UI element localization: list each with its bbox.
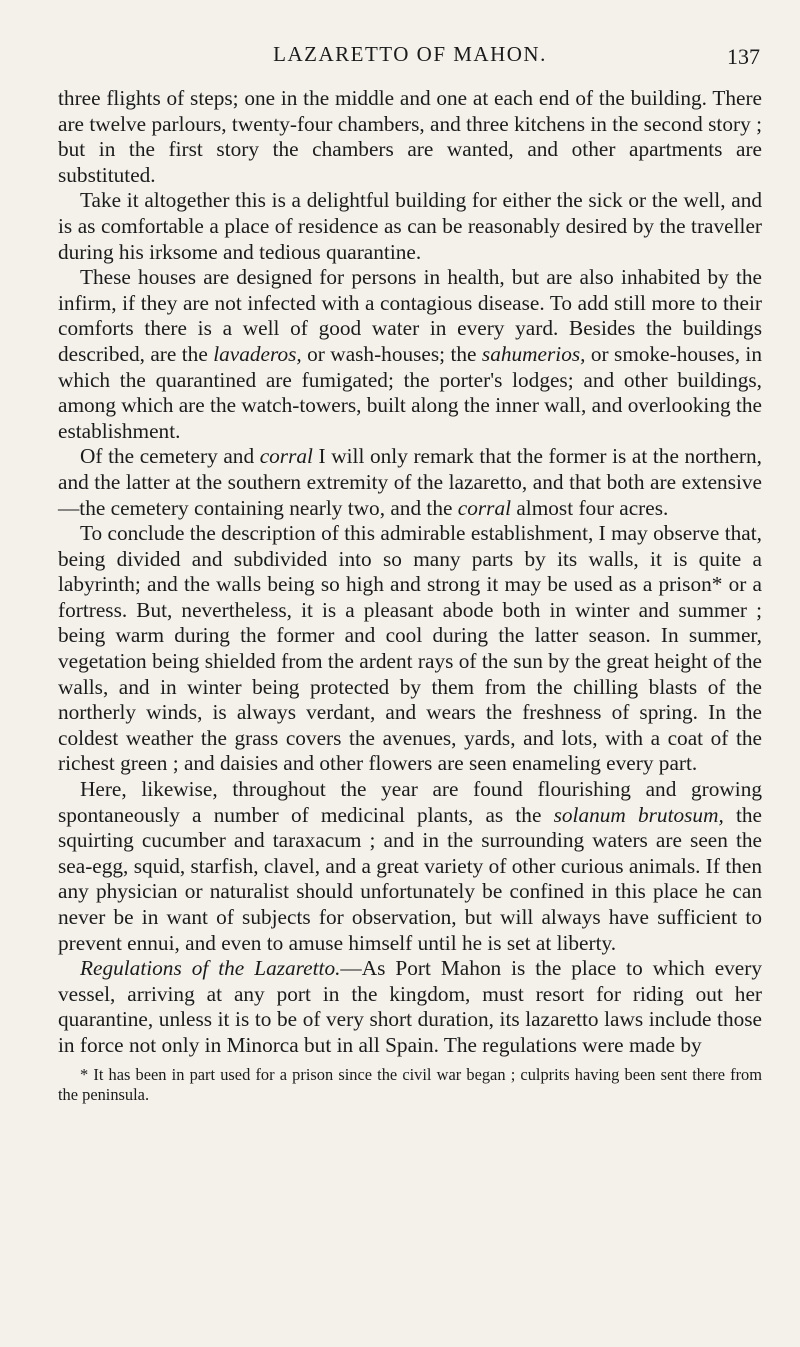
page-number: 137	[727, 44, 760, 69]
paragraph-text: or wash-houses; the	[301, 341, 482, 366]
paragraph-text: To conclude the description of this admirable establishment, I may observe that, being divided and subdivided into so many parts by its walls, it is quite a labyrinth; and the walls being so high and strong it may be used as a prison* or a fortress. But, nevertheless, it is a pleasant abode both in winter and summer ; being warm during the former and cool during the latter season. In summer, vegetation being shielded from the ardent rays of the sun by the great height of the walls, and in winter being protected by them from the chilling blasts of the northerly winds, is always verdant, and wears the freshness of spring. In the coldest weather the grass covers the avenues, yards, and lots, with a coat of the richest green ; and daisies and other flowers are seen enameling every part.	[58, 521, 762, 776]
paragraph-text: These houses are designed for persons in health, but are also inhabited by the infirm, if they are not infected with a contagious disease. To add still more to their comforts there is a well of good water in every yard. Besides the buildings described, are the	[58, 265, 762, 366]
paragraph-building	[58, 86, 762, 188]
paragraph-text: Here, likewise, throughout the year are found flourishing and growing spontaneously a number of medicinal plants, as the	[58, 777, 762, 827]
paragraph-plants	[58, 777, 762, 956]
italic-term: solanum brutosum,	[553, 802, 724, 827]
paragraph-text: three flights of steps; one in the middle and one at each end of the building. There are twelve parlours, twenty-four chambers, and three kitchens in the second story ; but in the first story the chambers are wanted, and other apartments are substituted.	[58, 86, 762, 187]
italic-term: lavaderos,	[213, 341, 302, 366]
paragraph-text: almost four acres.	[511, 495, 669, 520]
paragraph-houses	[58, 265, 762, 444]
paragraph-text: Take it altogether this is a delightful building for either the sick or the well, and is as comfortable a place of residence as can be reasonably desired by the traveller during his irksome and tedious quarantine.	[58, 188, 762, 264]
paragraph-text: or smoke-houses, in which the quarantined are fumigated; the porter's lodges; and other buildings, among which are the watch-towers, built along the inner wall, and overlooking the establishment.	[58, 341, 763, 443]
paragraph-cemetery	[58, 444, 762, 521]
running-title: LAZARETTO OF MAHON.	[273, 42, 547, 66]
paragraph-text: I will only remark that the former is at the northern, and the latter at the southern extremity of the lazaretto, and that both are extensive—the cemetery containing nearly two, and the	[58, 444, 762, 520]
italic-term: corral	[259, 444, 313, 469]
running-head	[58, 34, 762, 82]
paragraph-text: Of the cemetery and	[80, 444, 260, 469]
body-text	[58, 86, 762, 1059]
paragraph-conclusion	[58, 521, 762, 777]
paragraph-regulations	[58, 956, 762, 1058]
italic-term: corral	[457, 495, 512, 520]
paragraph-comfort	[58, 188, 762, 265]
italic-term: sahumerios,	[481, 341, 586, 366]
paragraph-text: —As Port Mahon is the place to which every vessel, arriving at any port in the kingdom, must resort for riding out her quarantine, unless it is to be of very short duration, its lazaretto laws include those in force not only in Minorca but in all Spain. The regulations were made by	[58, 956, 763, 1057]
footnote: * It has been in part used for a prison since the civil war began ; culprits having been sent there from the peninsula.	[58, 1064, 762, 1104]
paragraph-text: the squirting cucumber and taraxacum ; and in the surrounding waters are seen the sea-egg, squid, starfish, clavel, and a great variety of other curious animals. If then any physician or naturalist should unfortunately be confined in this place he can never be in want of subjects for observation, but will always have sufficient to prevent ennui, and even to amuse himself until he is set at liberty.	[58, 802, 762, 955]
section-heading: Regulations of the Lazaretto.	[80, 956, 341, 981]
